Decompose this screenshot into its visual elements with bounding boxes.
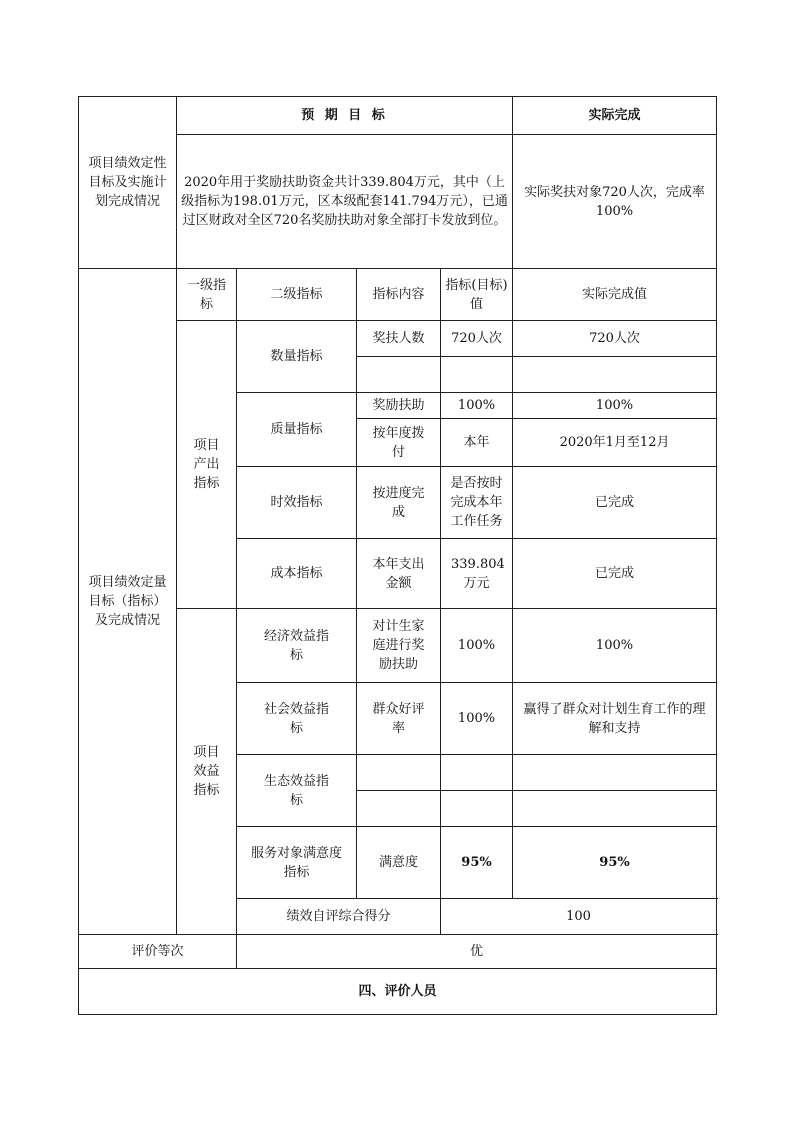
empty-cell <box>441 755 513 791</box>
expected-goal-header: 预 期 目 标 <box>177 97 513 135</box>
social-content: 群众好评率 <box>357 683 441 755</box>
social-indicator-label: 社会效益指标 <box>237 683 357 755</box>
empty-cell <box>441 357 513 393</box>
quality-actual: 2020年1月至12月 <box>513 419 717 467</box>
quality-content: 奖励扶助 <box>357 393 441 419</box>
actual-header: 实际完成值 <box>513 269 717 321</box>
score-value: 100 <box>441 899 717 935</box>
content-header: 指标内容 <box>357 269 441 321</box>
economic-indicator-label: 经济效益指标 <box>237 609 357 683</box>
ecological-indicator-label: 生态效益指标 <box>237 755 357 827</box>
cost-actual: 已完成 <box>513 539 717 609</box>
empty-cell <box>357 791 441 827</box>
empty-cell <box>357 755 441 791</box>
satisfaction-indicator-label: 服务对象满意度指标 <box>237 827 357 899</box>
quality-target: 100% <box>441 393 513 419</box>
empty-cell <box>441 791 513 827</box>
empty-cell <box>513 357 717 393</box>
satisfaction-actual: 95% <box>513 827 717 899</box>
benefit-indicator-label: 项目效益指标 <box>177 609 237 935</box>
timeliness-target: 是否按时完成本年工作任务 <box>441 467 513 539</box>
quantity-indicator-label: 数量指标 <box>237 321 357 393</box>
economic-target: 100% <box>441 609 513 683</box>
quality-content: 按年度拨付 <box>357 419 441 467</box>
actual-completion-text: 实际奖扶对象720人次，完成率100% <box>513 135 717 269</box>
actual-completion-header: 实际完成 <box>513 97 717 135</box>
cost-indicator-label: 成本指标 <box>237 539 357 609</box>
level1-header: 一级指标 <box>177 269 237 321</box>
target-header: 指标(目标)值 <box>441 269 513 321</box>
score-label: 绩效自评综合得分 <box>237 899 441 935</box>
timeliness-content: 按进度完成 <box>357 467 441 539</box>
output-indicator-label: 项目产出指标 <box>177 321 237 609</box>
quantitative-row-label: 项目绩效定量目标（指标）及完成情况 <box>79 269 177 935</box>
economic-actual: 100% <box>513 609 717 683</box>
quantity-target: 720人次 <box>441 321 513 357</box>
quality-actual: 100% <box>513 393 717 419</box>
social-actual: 赢得了群众对计划生育工作的理解和支持 <box>513 683 717 755</box>
grade-label: 评价等次 <box>79 935 237 969</box>
performance-evaluation-table <box>78 96 717 1015</box>
timeliness-indicator-label: 时效指标 <box>237 467 357 539</box>
expected-goal-text: 2020年用于奖励扶助资金共计339.804万元，其中（上级指标为198.01万元，区本级配套141.794万元），已通过区财政对全区720名奖励扶助对象全部打卡发放到位。 <box>177 135 513 269</box>
satisfaction-content: 满意度 <box>357 827 441 899</box>
quantity-content: 奖扶人数 <box>357 321 441 357</box>
empty-cell <box>357 357 441 393</box>
cost-content: 本年支出金额 <box>357 539 441 609</box>
grade-value: 优 <box>237 935 717 969</box>
economic-content: 对计生家庭进行奖励扶助 <box>357 609 441 683</box>
cost-target: 339.804万元 <box>441 539 513 609</box>
timeliness-actual: 已完成 <box>513 467 717 539</box>
level2-header: 二级指标 <box>237 269 357 321</box>
quantity-actual: 720人次 <box>513 321 717 357</box>
satisfaction-target: 95% <box>441 827 513 899</box>
section-title: 四、评价人员 <box>79 969 717 1015</box>
quality-target: 本年 <box>441 419 513 467</box>
social-target: 100% <box>441 683 513 755</box>
empty-cell <box>513 755 717 791</box>
quality-indicator-label: 质量指标 <box>237 393 357 467</box>
empty-cell <box>513 791 717 827</box>
qualitative-row-label: 项目绩效定性目标及实施计划完成情况 <box>79 97 177 269</box>
